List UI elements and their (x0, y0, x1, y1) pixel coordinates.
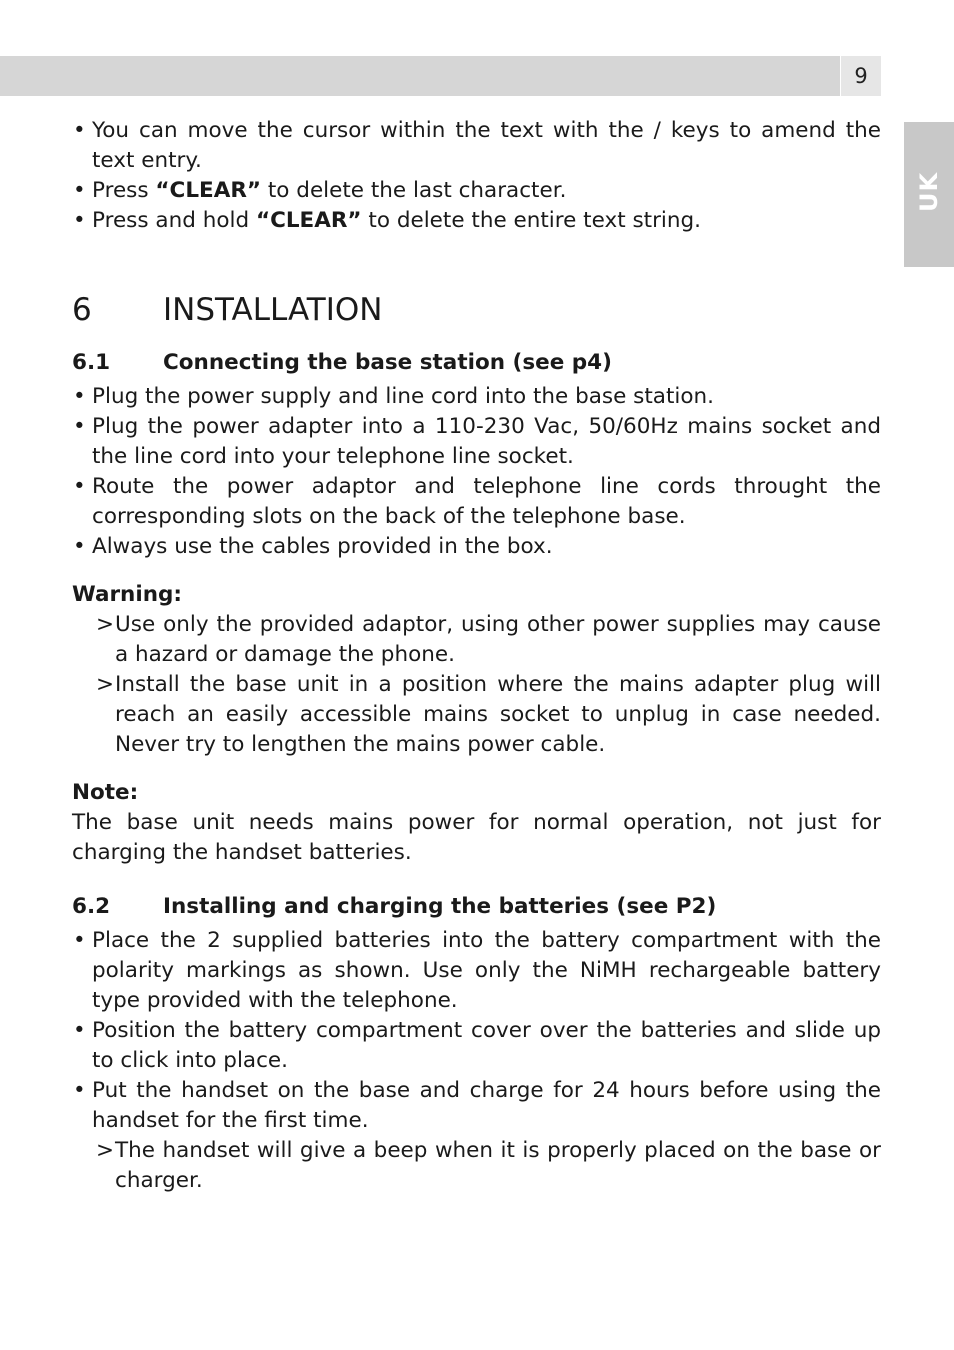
list-item: • Always use the cables provided in the box. (72, 532, 881, 562)
text-run: You can move the cursor within the text with the / keys to amend the text entry. (92, 118, 881, 173)
warning-item: > Use only the provided adaptor, using other power supplies may cause a hazard or damage the phone. (72, 610, 881, 670)
intro-bullet-list (72, 116, 881, 236)
battery-bullet-list (72, 926, 881, 1136)
list-item: • Route the power adaptor and telephone line cords throught the corresponding slots on the back of the telephone base. (72, 472, 881, 532)
page-number: 9 (841, 56, 881, 96)
list-item (72, 116, 881, 176)
text-run: Press and hold (92, 208, 256, 233)
note-label: Note: (72, 780, 139, 805)
subsection-heading-6-1 (72, 346, 881, 380)
warning-list (72, 610, 881, 760)
list-item: • Place the 2 supplied batteries into the battery compartment with the polarity markings as shown. Use only the NiMH rechargeable battery type provided with the telephone. (72, 926, 881, 1016)
language-tab-label: UK (915, 171, 943, 213)
subsection-heading-6-2 (72, 890, 881, 924)
warning-item: > Install the base unit in a position where the mains adapter plug will reach an easily accessible mains socket to unplug in case needed. Never try to lengthen the mains power cable. (72, 670, 881, 760)
section-heading (72, 292, 881, 328)
bold-text: “CLEAR” (155, 178, 262, 203)
list-item: • Put the handset on the base and charge for 24 hours before using the handset for the first time. (72, 1076, 881, 1136)
section-title: INSTALLATION (163, 292, 383, 328)
list-item: • Plug the power supply and line cord into the base station. (72, 382, 881, 412)
warning-label: Warning: (72, 582, 183, 607)
bold-text: “CLEAR” (255, 208, 362, 233)
list-item (72, 176, 881, 206)
list-item: • Plug the power adapter into a 110-230 Vac, 50/60Hz mains socket and the line cord into your telephone line socket. (72, 412, 881, 472)
text-run: to delete the last character. (261, 178, 567, 203)
battery-sub-list (72, 1136, 881, 1196)
page-content (72, 116, 881, 1196)
text-run: to delete the entire text string. (361, 208, 702, 233)
connection-bullet-list (72, 382, 881, 562)
subsection-number: 6.2 (72, 894, 111, 919)
language-tab (904, 122, 954, 267)
section-number: 6 (72, 292, 92, 328)
note-text: The base unit needs mains power for normal operation, not just for charging the handset batteries. (72, 810, 881, 865)
subsection-title: Connecting the base station (see p4) (163, 350, 612, 375)
subsection-number: 6.1 (72, 350, 111, 375)
list-item: • Position the battery compartment cover over the batteries and slide up to click into place. (72, 1016, 881, 1076)
header-bar (0, 56, 840, 96)
text-run: Press (92, 178, 156, 203)
sub-item: > The handset will give a beep when it is properly placed on the base or charger. (72, 1136, 881, 1196)
subsection-title: Installing and charging the batteries (see P2) (163, 894, 717, 919)
list-item (72, 206, 881, 236)
